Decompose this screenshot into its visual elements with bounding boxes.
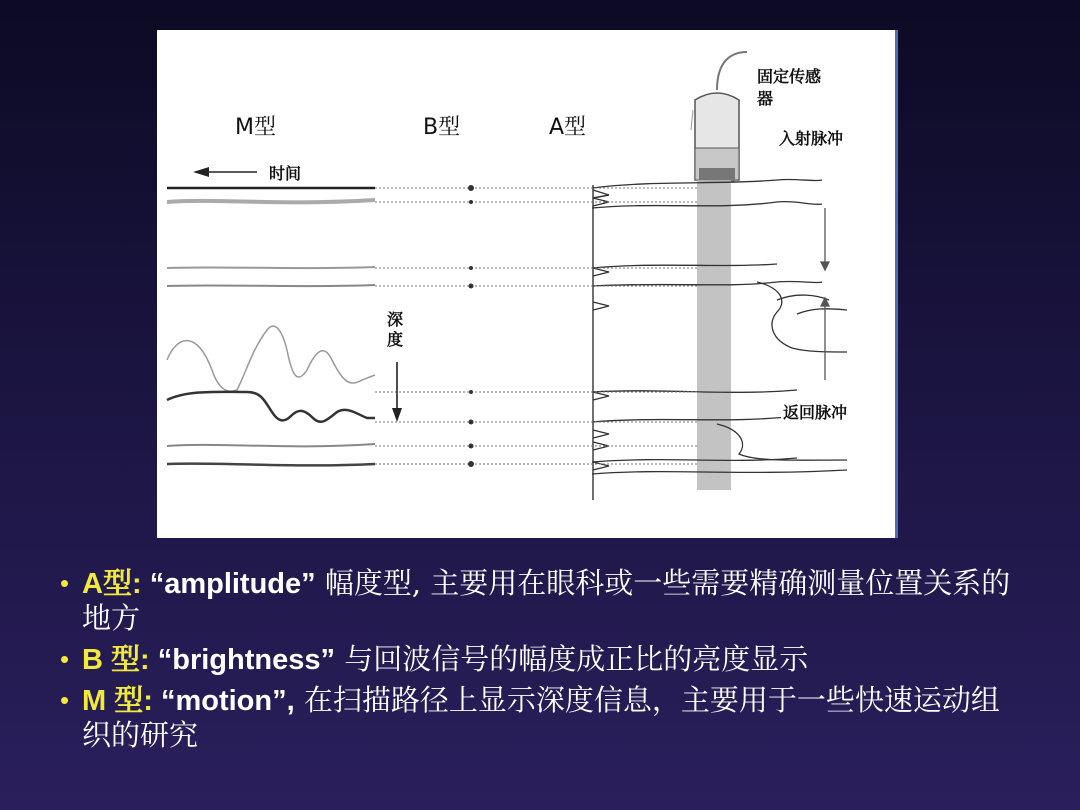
- bullet-key-prefix: M: [82, 685, 115, 717]
- bullet-dot: •: [60, 568, 70, 598]
- bullet-quote: “motion”,: [160, 685, 295, 717]
- time-label: 时间: [269, 164, 302, 183]
- bullet-quote: “amplitude”: [149, 568, 316, 600]
- b-mode-echoes: [375, 185, 697, 467]
- bullet-key: 型:: [102, 568, 142, 600]
- m-mode-label: M型: [235, 115, 276, 140]
- bullet-dot: •: [60, 685, 70, 715]
- a-mode-label: A型: [549, 115, 587, 140]
- bullet-b-mode: [60, 642, 1024, 677]
- time-arrow: [193, 167, 257, 177]
- bullet-desc: 幅度型, 主要用在眼科或一些需要精确测量位置关系的地方: [82, 566, 1011, 635]
- a-mode-trace: [593, 185, 609, 500]
- bullet-list: [60, 566, 1024, 759]
- bullet-a-mode: [60, 566, 1024, 636]
- return-pulse-label: 返回脉冲: [781, 400, 849, 423]
- bullet-quote: “brightness”: [157, 644, 335, 676]
- ultrasound-beam: [697, 180, 731, 490]
- bullet-m-mode: [60, 683, 1024, 753]
- bullet-dot: •: [60, 644, 70, 674]
- m-mode-traces: [167, 188, 375, 465]
- bullet-key-prefix: A: [82, 568, 103, 600]
- depth-label: 深度: [387, 310, 404, 349]
- ultrasound-modes-figure: [157, 30, 898, 538]
- bullet-desc: 与回波信号的幅度成正比的亮度显示: [334, 642, 809, 676]
- pulse-arrows: [821, 208, 829, 380]
- transducer-probe: [691, 52, 747, 182]
- b-mode-label: B型: [423, 115, 461, 140]
- bullet-key: 型:: [114, 685, 153, 717]
- sensor-label: 固定传感器: [757, 67, 822, 108]
- bullet-key: 型:: [111, 644, 150, 676]
- bullet-desc: 在扫描路径上显示深度信息，主要用于一些快速运动组织的研究: [82, 683, 1000, 752]
- incident-pulse-label: 入射脉冲: [777, 126, 845, 149]
- bullet-key-prefix: B: [82, 644, 111, 676]
